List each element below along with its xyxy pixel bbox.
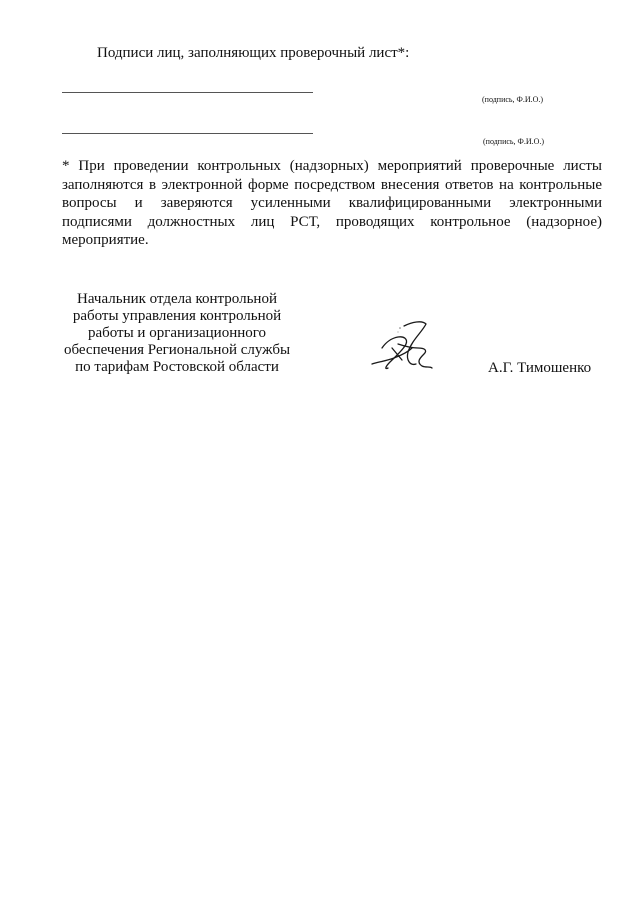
handwritten-signature-icon <box>368 318 438 374</box>
signatory-position <box>52 291 302 376</box>
signature-caption-2: (подпись, Ф.И.О.) <box>483 137 545 146</box>
position-line-4: обеспечения Региональной службы <box>63 342 291 358</box>
position-line-2: работы управления контрольной <box>72 308 282 324</box>
position-line-1: Начальник отдела контрольной <box>77 291 277 307</box>
position-line-3: работы и организационного <box>87 325 267 341</box>
signer-name: А.Г. Тимошенко <box>488 360 592 376</box>
footnote-text: * При проведении контрольных (надзорных) мероприятий проверочные листы заполняются в электронной форме посредством внесения ответов на контрольные вопросы и заверяются усиленными квалифицированными электронными подписями должностных лиц РСТ, проводящих контрольное (надзорное) мероприятие. <box>62 158 602 248</box>
position-line-5: по тарифам Ростовской области <box>75 359 279 375</box>
signatures-heading: Подписи лиц, заполняющих проверочный лист*: <box>97 45 410 61</box>
signature-line-2 <box>62 133 313 134</box>
signature-line-1 <box>62 92 313 93</box>
signature-caption-1: (подпись, Ф.И.О.) <box>482 95 544 104</box>
